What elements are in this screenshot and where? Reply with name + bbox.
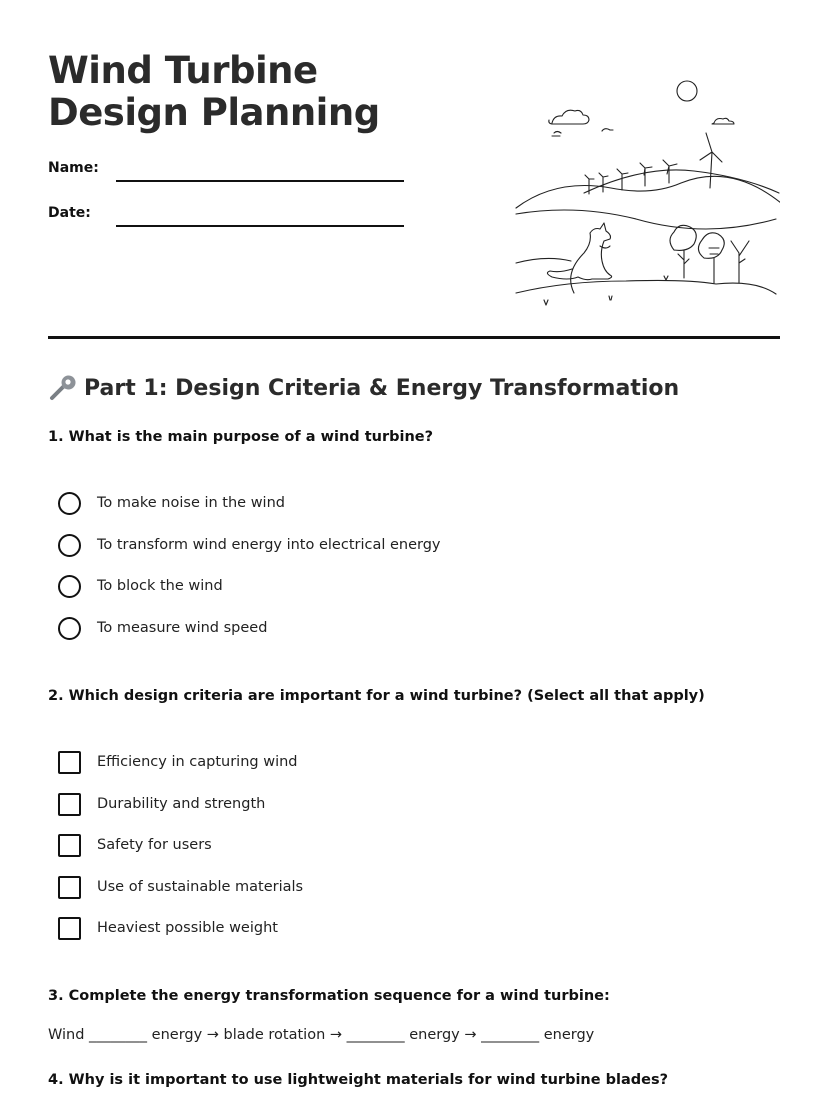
worksheet-page — [48, 0, 780, 1118]
q2-option-4[interactable] — [58, 875, 303, 899]
q1-option-4[interactable] — [58, 616, 267, 640]
checkbox[interactable] — [58, 917, 81, 940]
wind-turbine-icon — [700, 133, 722, 188]
section-title-text: Part 1: Design Criteria & Energy Transformation — [84, 375, 680, 401]
option-label: To measure wind speed — [97, 620, 268, 636]
radio-button[interactable] — [58, 617, 81, 640]
option-label: Durability and strength — [97, 796, 266, 812]
checkbox[interactable] — [58, 751, 81, 774]
landscape-illustration — [514, 78, 780, 308]
radio-button[interactable] — [58, 534, 81, 557]
section-divider — [48, 336, 780, 339]
radio-button[interactable] — [58, 575, 81, 598]
tree-icon — [670, 225, 696, 278]
cloud-icon — [549, 110, 589, 124]
bare-tree-icon — [731, 241, 749, 283]
checkbox[interactable] — [58, 834, 81, 857]
option-label: Safety for users — [97, 837, 212, 853]
option-label: To transform wind energy into electrical energy — [97, 537, 441, 553]
date-label: Date: — [48, 205, 91, 221]
question-1: 1. What is the main purpose of a wind turbine? — [48, 429, 434, 445]
option-label: Efficiency in capturing wind — [97, 754, 298, 770]
cloud-icon-small — [712, 118, 734, 124]
option-label: To block the wind — [97, 578, 223, 594]
section-title-part1 — [48, 374, 679, 402]
q1-option-2[interactable] — [58, 533, 441, 557]
q2-option-2[interactable] — [58, 792, 265, 816]
q2-option-3[interactable] — [58, 833, 212, 857]
question-3: 3. Complete the energy transformation sequence for a wind turbine: — [48, 988, 610, 1004]
q1-option-1[interactable] — [58, 491, 285, 515]
checkbox[interactable] — [58, 876, 81, 899]
date-input-line[interactable] — [116, 225, 404, 227]
radio-button[interactable] — [58, 492, 81, 515]
q1-option-3[interactable] — [58, 574, 223, 598]
option-label: Heaviest possible weight — [97, 920, 278, 936]
energy-sequence-blanks[interactable]: Wind ________ energy → blade rotation → ________ energy → ________ energy — [48, 1027, 595, 1043]
option-label: Use of sustainable materials — [97, 879, 304, 895]
tree-icon-2 — [698, 233, 724, 283]
option-label: To make noise in the wind — [97, 495, 285, 511]
name-input-line[interactable] — [116, 180, 404, 182]
q2-option-5[interactable] — [58, 916, 278, 940]
q2-option-1[interactable] — [58, 750, 298, 774]
worksheet-title: Wind Turbine Design Planning — [48, 49, 380, 134]
sun-icon — [677, 81, 697, 101]
question-2: 2. Which design criteria are important for a wind turbine? (Select all that apply) — [48, 688, 705, 704]
question-4: 4. Why is it important to use lightweight materials for wind turbine blades? — [48, 1072, 669, 1088]
checkbox[interactable] — [58, 793, 81, 816]
name-label: Name: — [48, 160, 99, 176]
wrench-icon — [48, 374, 76, 402]
